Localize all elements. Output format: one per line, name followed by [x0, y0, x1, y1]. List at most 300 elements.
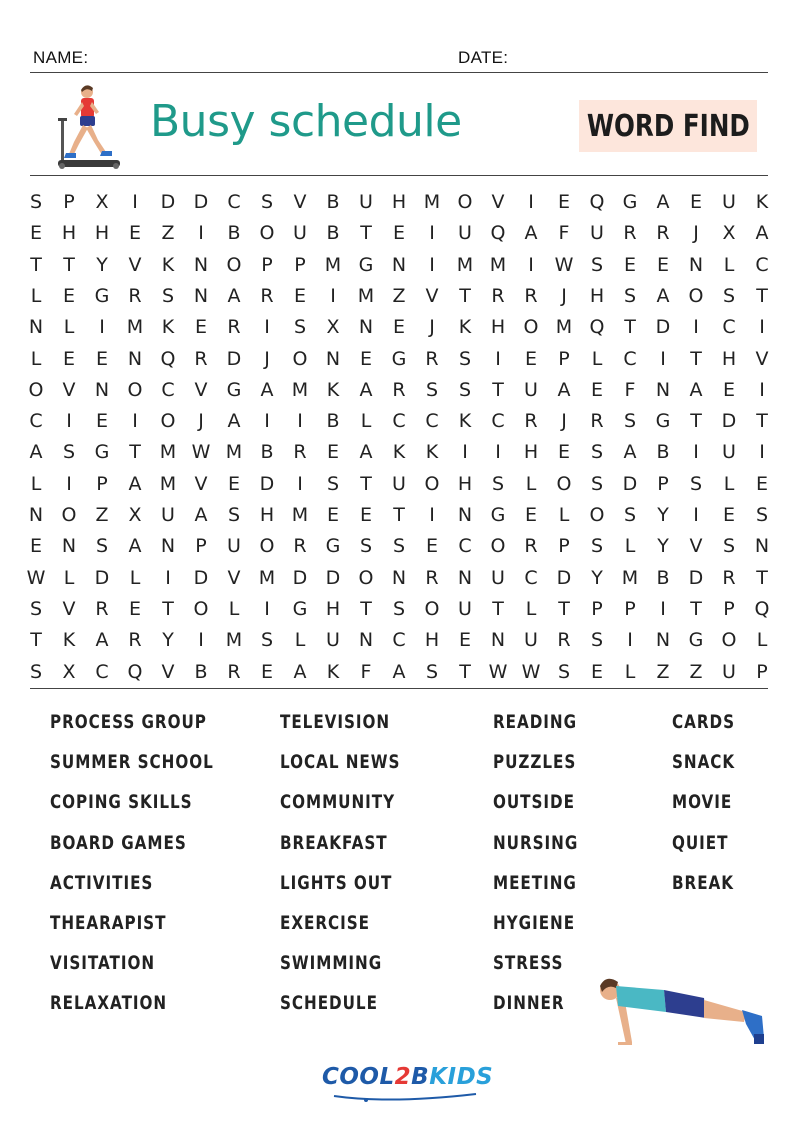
grid-letter: Q — [490, 222, 506, 245]
grid-letter: J — [561, 410, 567, 433]
grid-letter: E — [722, 378, 735, 401]
grid-letter: I — [429, 504, 435, 526]
grid-letter: M — [225, 629, 243, 652]
grid-letter: V — [293, 191, 307, 213]
grid-letter: A — [260, 378, 274, 401]
grid-letter: O — [721, 629, 737, 652]
grid-letter: A — [128, 535, 142, 558]
grid-letter: S — [260, 629, 274, 652]
grid-letter: W — [488, 660, 508, 683]
word-list-item: SUMMER SCHOOL — [50, 751, 214, 774]
grid-letter: G — [688, 629, 704, 652]
grid-letter: O — [61, 504, 77, 526]
grid-letter: U — [458, 597, 472, 620]
grid-letter: G — [358, 253, 374, 276]
grid-letter: S — [425, 378, 439, 401]
grid-letter: S — [722, 284, 736, 307]
grid-letter: C — [392, 629, 406, 652]
grid-letter: E — [326, 441, 339, 464]
grid-letter: O — [127, 378, 143, 401]
grid-letter: S — [458, 378, 472, 401]
grid-letter: L — [30, 347, 42, 370]
grid-letter: T — [558, 597, 570, 620]
grid-letter: R — [128, 284, 142, 307]
grid-letter: M — [291, 504, 309, 526]
grid-letter: D — [160, 191, 176, 213]
grid-letter: K — [326, 378, 340, 401]
grid-letter: S — [623, 504, 637, 526]
grid-letter: A — [128, 472, 142, 495]
grid-letter: O — [523, 316, 539, 339]
grid-letter: O — [358, 566, 374, 589]
grid-letter: H — [259, 504, 275, 526]
grid-letter: M — [489, 253, 507, 276]
grid-letter: O — [292, 347, 308, 370]
grid-letter: S — [425, 660, 439, 683]
grid-letter: M — [159, 472, 177, 495]
grid-letter: X — [62, 660, 76, 683]
grid-letter: M — [456, 253, 474, 276]
grid-letter: T — [690, 597, 702, 620]
grid-letter: P — [261, 253, 273, 276]
grid-letter: K — [458, 410, 472, 433]
grid-letter: Q — [160, 347, 176, 370]
grid-letter: E — [359, 504, 372, 526]
grid-letter: E — [62, 347, 75, 370]
grid-letter: J — [561, 284, 567, 307]
grid-letter: M — [258, 566, 276, 589]
grid-letter: K — [161, 253, 175, 276]
grid-letter: S — [260, 191, 274, 213]
word-list-item: BREAKFAST — [280, 831, 388, 854]
grid-letter: L — [558, 504, 570, 526]
grid-letter: E — [29, 222, 42, 245]
grid-letter: D — [193, 191, 209, 213]
grid-letter: R — [260, 284, 274, 307]
grid-letter: E — [425, 535, 438, 558]
grid-letter: S — [590, 629, 604, 652]
grid-letter: O — [490, 535, 506, 558]
grid-letter: E — [524, 504, 537, 526]
grid-letter: J — [198, 410, 204, 433]
grid-letter: Q — [589, 316, 605, 339]
grid-letter: A — [293, 660, 307, 683]
grid-letter: M — [357, 284, 375, 307]
grid-letter: N — [193, 284, 209, 307]
grid-letter: Q — [754, 597, 770, 620]
grid-letter: Y — [162, 629, 174, 652]
grid-letter: L — [63, 566, 75, 589]
grid-letter: M — [291, 378, 309, 401]
grid-letter: E — [458, 629, 471, 652]
grid-letter: N — [655, 629, 671, 652]
grid-letter: U — [524, 629, 538, 652]
grid-letter: L — [63, 316, 75, 339]
grid-letter: N — [193, 253, 209, 276]
grid-letter: I — [66, 410, 72, 433]
grid-letter: I — [330, 284, 336, 307]
word-list-item: BOARD GAMES — [50, 831, 187, 854]
grid-letter: Q — [127, 660, 143, 683]
grid-letter: S — [62, 441, 76, 464]
grid-letter: H — [457, 472, 473, 495]
grid-letter: C — [524, 566, 538, 589]
word-list-item: LOCAL NEWS — [280, 751, 401, 774]
grid-divider — [30, 688, 768, 689]
grid-letter: U — [458, 222, 472, 245]
grid-letter: I — [132, 410, 138, 433]
grid-letter: I — [627, 629, 633, 652]
page-title: Busy schedule — [150, 96, 462, 147]
grid-letter: T — [756, 410, 768, 433]
grid-letter: D — [721, 410, 737, 433]
grid-letter: T — [459, 284, 471, 307]
grid-letter: E — [326, 504, 339, 526]
badge-label: WORD FIND — [586, 108, 750, 144]
grid-letter: I — [198, 629, 204, 652]
grid-letter: I — [297, 410, 303, 433]
grid-letter: Z — [95, 504, 109, 526]
grid-letter: L — [30, 472, 42, 495]
grid-letter: N — [28, 316, 44, 339]
grid-letter: O — [160, 410, 176, 433]
grid-letter: N — [457, 504, 473, 526]
grid-letter: A — [194, 504, 208, 526]
grid-letter: X — [722, 222, 736, 245]
grid-letter: I — [264, 316, 270, 339]
grid-letter: N — [655, 378, 671, 401]
grid-letter: R — [227, 316, 241, 339]
grid-letter: P — [624, 597, 636, 620]
grid-letter: I — [165, 566, 171, 589]
grid-letter: I — [462, 441, 468, 464]
grid-letter: R — [524, 535, 538, 558]
grid-letter: C — [161, 378, 175, 401]
grid-letter: G — [391, 347, 407, 370]
grid-letter: U — [722, 191, 736, 213]
grid-letter: S — [392, 535, 406, 558]
grid-letter: H — [391, 191, 407, 213]
grid-letter: C — [458, 535, 472, 558]
grid-letter: T — [459, 660, 471, 683]
grid-letter: A — [29, 441, 43, 464]
grid-letter: R — [95, 597, 109, 620]
grid-letter: I — [693, 316, 699, 339]
grid-letter: T — [63, 253, 75, 276]
grid-letter: I — [429, 253, 435, 276]
grid-letter: I — [264, 410, 270, 433]
grid-letter: V — [62, 378, 76, 401]
cool2bkids-logo: COOL2BKIDS — [322, 1064, 494, 1090]
grid-letter: W — [191, 441, 211, 464]
grid-letter: A — [227, 410, 241, 433]
grid-letter: R — [128, 629, 142, 652]
grid-letter: B — [656, 441, 670, 464]
grid-letter: K — [458, 316, 472, 339]
grid-letter: I — [693, 504, 699, 526]
grid-letter: I — [693, 441, 699, 464]
grid-letter: R — [194, 347, 208, 370]
grid-letter: S — [29, 191, 43, 213]
grid-letter: O — [688, 284, 704, 307]
grid-letter: O — [226, 253, 242, 276]
grid-letter: W — [554, 253, 574, 276]
grid-letter: I — [660, 597, 666, 620]
grid-letter: R — [557, 629, 571, 652]
grid-letter: C — [755, 253, 769, 276]
grid-letter: M — [159, 441, 177, 464]
word-list-item: QUIET — [672, 831, 729, 854]
grid-letter: E — [95, 347, 108, 370]
grid-letter: P — [63, 191, 75, 213]
grid-letter: E — [689, 191, 702, 213]
grid-letter: A — [392, 660, 406, 683]
grid-letter: B — [227, 222, 241, 245]
word-list-item: STRESS — [493, 952, 564, 975]
grid-letter: M — [621, 566, 639, 589]
grid-letter: H — [325, 597, 341, 620]
date-label: DATE: — [458, 48, 509, 67]
grid-letter: O — [589, 504, 605, 526]
grid-letter: B — [656, 566, 670, 589]
grid-letter: U — [722, 660, 736, 683]
grid-letter: I — [132, 191, 138, 213]
grid-letter: K — [755, 191, 769, 213]
grid-letter: A — [623, 441, 637, 464]
grid-letter: L — [525, 472, 537, 495]
grid-letter: P — [558, 535, 570, 558]
grid-letter: P — [591, 597, 603, 620]
grid-letter: J — [429, 316, 435, 339]
grid-letter: L — [756, 629, 768, 652]
grid-letter: J — [693, 222, 699, 245]
word-list-item: THEARAPIST — [50, 912, 167, 934]
grid-letter: V — [491, 191, 505, 213]
grid-letter: R — [425, 566, 439, 589]
grid-letter: T — [360, 222, 372, 245]
grid-letter: X — [326, 316, 340, 339]
grid-letter: Y — [96, 253, 108, 276]
word-list-item: EXERCISE — [280, 912, 371, 934]
grid-letter: P — [96, 472, 108, 495]
grid-letter: T — [162, 597, 174, 620]
grid-letter: I — [297, 472, 303, 495]
logo-underline-swoosh — [330, 1090, 480, 1104]
grid-letter: H — [94, 222, 110, 245]
word-list-item: READING — [493, 711, 578, 733]
grid-letter: Y — [657, 504, 669, 526]
grid-letter: D — [325, 566, 341, 589]
grid-letter: N — [94, 378, 110, 401]
grid-letter: Z — [161, 222, 175, 245]
grid-letter: K — [326, 660, 340, 683]
grid-letter: E — [524, 347, 537, 370]
grid-letter: K — [392, 441, 406, 464]
grid-letter: J — [264, 347, 270, 370]
pushup-person-illustration — [594, 972, 770, 1050]
grid-letter: N — [391, 253, 407, 276]
grid-letter: V — [425, 284, 439, 307]
grid-letter: M — [423, 191, 441, 213]
grid-letter: G — [490, 504, 506, 526]
grid-letter: R — [293, 441, 307, 464]
grid-letter: E — [128, 222, 141, 245]
grid-letter: O — [28, 378, 44, 401]
grid-letter: E — [392, 316, 405, 339]
grid-letter: C — [623, 347, 637, 370]
grid-letter: H — [721, 347, 737, 370]
grid-letter: G — [292, 597, 308, 620]
word-list-item: RELAXATION — [50, 992, 168, 1015]
grid-letter: D — [94, 566, 110, 589]
grid-letter: A — [689, 378, 703, 401]
grid-letter: Z — [392, 284, 406, 307]
grid-letter: U — [524, 378, 538, 401]
grid-letter: I — [759, 378, 765, 401]
grid-letter: C — [722, 316, 736, 339]
grid-letter: N — [688, 253, 704, 276]
grid-letter: R — [293, 535, 307, 558]
grid-letter: H — [61, 222, 77, 245]
word-list-item: PUZZLES — [493, 751, 577, 774]
grid-letter: R — [227, 660, 241, 683]
grid-letter: Q — [589, 191, 605, 213]
grid-letter: R — [524, 284, 538, 307]
grid-letter: A — [359, 378, 373, 401]
grid-letter: G — [622, 191, 638, 213]
grid-letter: R — [392, 378, 406, 401]
grid-letter: F — [558, 222, 570, 245]
grid-letter: B — [326, 191, 340, 213]
grid-letter: V — [194, 378, 208, 401]
word-list-item: LIGHTS OUT — [280, 871, 393, 894]
grid-letter: K — [425, 441, 439, 464]
grid-letter: S — [458, 347, 472, 370]
grid-letter: N — [490, 629, 506, 652]
grid-letter: S — [590, 535, 604, 558]
grid-letter: L — [723, 253, 735, 276]
grid-letter: E — [293, 284, 306, 307]
grid-letter: G — [94, 284, 110, 307]
grid-letter: T — [30, 629, 42, 652]
grid-letter: I — [429, 222, 435, 245]
grid-letter: F — [624, 378, 636, 401]
word-list-item: COPING SKILLS — [50, 791, 193, 814]
grid-letter: S — [161, 284, 175, 307]
grid-letter: E — [656, 253, 669, 276]
grid-letter: Y — [591, 566, 603, 589]
grid-letter: T — [360, 472, 372, 495]
grid-letter: D — [688, 566, 704, 589]
grid-letter: V — [755, 347, 769, 370]
grid-letter: A — [95, 629, 109, 652]
grid-letter: R — [524, 410, 538, 433]
word-list-item: VISITATION — [50, 952, 156, 975]
grid-letter: S — [293, 316, 307, 339]
grid-letter: B — [194, 660, 208, 683]
grid-letter: O — [259, 222, 275, 245]
grid-letter: N — [754, 535, 770, 558]
grid-letter: U — [590, 222, 604, 245]
grid-letter: L — [591, 347, 603, 370]
word-list-item: PROCESS GROUP — [50, 711, 207, 733]
word-list-item: NURSING — [493, 831, 579, 854]
grid-letter: T — [492, 597, 504, 620]
grid-letter: V — [689, 535, 703, 558]
grid-letter: I — [759, 316, 765, 339]
grid-letter: L — [228, 597, 240, 620]
grid-letter: S — [491, 472, 505, 495]
word-list-item: SNACK — [672, 751, 736, 774]
grid-letter: N — [457, 566, 473, 589]
grid-letter: S — [590, 441, 604, 464]
grid-letter: U — [293, 222, 307, 245]
grid-letter: N — [28, 504, 44, 526]
grid-letter: D — [655, 316, 671, 339]
grid-letter: G — [226, 378, 242, 401]
grid-letter: V — [227, 566, 241, 589]
grid-letter: L — [723, 472, 735, 495]
grid-letter: E — [590, 378, 603, 401]
grid-letter: P — [657, 472, 669, 495]
grid-letter: T — [492, 378, 504, 401]
grid-letter: I — [528, 253, 534, 276]
grid-letter: P — [756, 660, 768, 683]
grid-letter: M — [126, 316, 144, 339]
grid-letter: C — [29, 410, 43, 433]
header-divider — [30, 72, 768, 73]
grid-letter: P — [723, 597, 735, 620]
grid-letter: V — [62, 597, 76, 620]
grid-letter: S — [623, 410, 637, 433]
grid-letter: S — [326, 472, 340, 495]
grid-letter: Z — [689, 660, 703, 683]
grid-letter: S — [359, 535, 373, 558]
grid-letter: U — [359, 191, 373, 213]
grid-letter: E — [392, 222, 405, 245]
grid-letter: V — [161, 660, 175, 683]
grid-letter: S — [623, 284, 637, 307]
grid-letter: E — [128, 597, 141, 620]
grid-letter: O — [424, 472, 440, 495]
grid-letter: A — [227, 284, 241, 307]
grid-letter: N — [358, 629, 374, 652]
word-list-item: COMMUNITY — [280, 791, 396, 814]
grid-letter: T — [360, 597, 372, 620]
grid-letter: D — [622, 472, 638, 495]
grid-letter: L — [360, 410, 372, 433]
grid-letter: T — [393, 504, 405, 526]
grid-letter: N — [127, 347, 143, 370]
grid-letter: T — [756, 284, 768, 307]
grid-letter: T — [690, 410, 702, 433]
word-list-item: CARDS — [672, 711, 735, 733]
grid-letter: L — [624, 535, 636, 558]
grid-letter: R — [590, 410, 604, 433]
grid-letter: H — [490, 316, 506, 339]
grid-letter: A — [656, 191, 670, 213]
grid-letter: S — [689, 472, 703, 495]
grid-letter: E — [557, 441, 570, 464]
grid-letter: L — [129, 566, 141, 589]
grid-letter: P — [195, 535, 207, 558]
grid-letter: L — [294, 629, 306, 652]
word-list-item: OUTSIDE — [493, 791, 575, 814]
grid-letter: I — [99, 316, 105, 339]
grid-letter: S — [557, 660, 571, 683]
grid-letter: E — [29, 535, 42, 558]
grid-letter: W — [26, 566, 46, 589]
